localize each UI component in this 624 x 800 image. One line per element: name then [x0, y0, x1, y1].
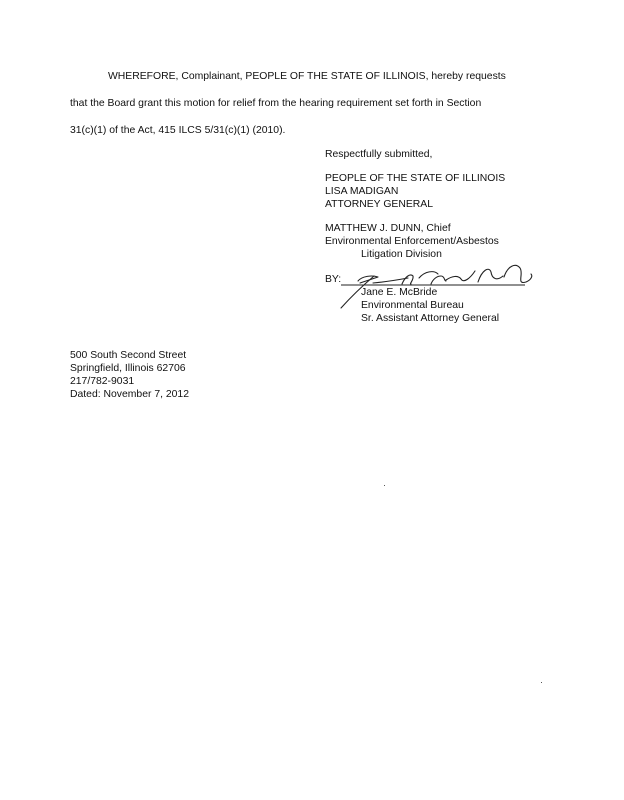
address-city: Springfield, Illinois 62706	[70, 363, 186, 374]
address-phone: 217/782-9031	[70, 376, 135, 387]
body-line-3: 31(c)(1) of the Act, 415 ILCS 5/31(c)(1) (2010).	[70, 125, 286, 136]
chief-name: MATTHEW J. DUNN, Chief	[325, 223, 451, 234]
speck-mark	[384, 485, 385, 486]
closing: Respectfully submitted,	[325, 149, 433, 160]
by-label: BY:	[325, 274, 342, 285]
signer-name: Jane E. McBride	[361, 287, 438, 298]
division-line-2: Litigation Division	[361, 249, 442, 260]
body-line-2: that the Board grant this motion for relief from the hearing requirement set forth in Section	[70, 98, 482, 109]
attorney-title: ATTORNEY GENERAL	[325, 199, 433, 210]
address-street: 500 South Second Street	[70, 350, 187, 361]
attorney-name: LISA MADIGAN	[325, 186, 399, 197]
date-line: Dated: November 7, 2012	[70, 389, 189, 400]
division-line-1: Environmental Enforcement/Asbestos	[325, 236, 499, 247]
party-name: PEOPLE OF THE STATE OF ILLINOIS	[325, 173, 506, 184]
body-line-1: WHEREFORE, Complainant, PEOPLE OF THE STATE OF ILLINOIS, hereby requests	[108, 71, 506, 82]
speck-mark	[541, 682, 542, 683]
signer-title: Sr. Assistant Attorney General	[361, 313, 500, 324]
signer-bureau: Environmental Bureau	[361, 300, 464, 311]
